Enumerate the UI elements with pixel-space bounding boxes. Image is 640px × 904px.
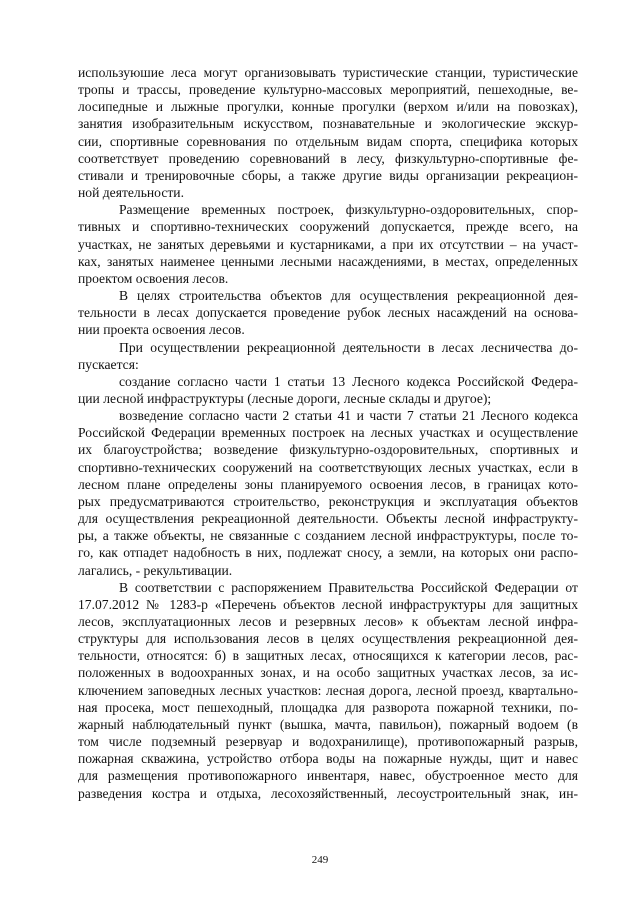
text-line: занятия изобразительным искусством, познавательные и экологические экскур- bbox=[78, 116, 578, 132]
text-line: пускается: bbox=[78, 356, 139, 372]
page-number: 249 bbox=[311, 854, 329, 866]
text-line: ции лесной инфраструктуры (лесные дороги, лесные склады и другое); bbox=[78, 390, 492, 406]
text-line: ключением заповедных лесных участков: лесная дорога, лесной проезд, квартально- bbox=[78, 682, 578, 698]
text-line: тельности, относятся: б) в защитных лесах, относящихся к категории лесов, рас- bbox=[78, 648, 578, 664]
text-line: лосипедные и лыжные прогулки, конные прогулки (верхом и/или на повозках), bbox=[78, 99, 578, 115]
text-line: структуры для использования лесов в целях осуществления рекреационной дея- bbox=[78, 631, 578, 647]
text-line: используюшие леса могут организовывать туристические станции, туристические bbox=[78, 65, 578, 80]
text-line: нии проекта освоения лесов. bbox=[78, 322, 245, 338]
text-line: пожарная скважина, устройство отбора воды на пожарные нужды, щит и навес bbox=[78, 751, 578, 767]
text-line: лесном плане определены зоны планируемого освоения лесов, в границах кото- bbox=[78, 476, 578, 492]
text-line: рых предусматриваются строительство, реконструкция и эксплуатация объектов bbox=[78, 493, 578, 509]
text-line: участках, не занятых деревьями и кустарниками, а при их отсутствии – на участ- bbox=[78, 236, 578, 252]
text-line: их благоустройства; возведение физкультурно-оздоровительных, спортивных и bbox=[78, 442, 578, 458]
text-line: ках, занятых наименее ценными лесными насаждениями, в местах, определенных bbox=[78, 253, 578, 269]
text-line: том числе подземный резервуар и водохранилище), противопожарный разрыв, bbox=[78, 734, 578, 750]
body-text bbox=[78, 64, 578, 802]
text-line: проектом освоения лесов. bbox=[78, 270, 229, 286]
text-line: тельности в лесах допускается проведение рубок лесных насаждений на основа- bbox=[78, 305, 578, 321]
text-line: создание согласно части 1 статьи 13 Лесного кодекса Российской Федера- bbox=[119, 373, 578, 389]
text-line: сии, спортивные соревнования по отдельным видам спорта, специфика которых bbox=[78, 133, 578, 149]
text-line: возведение согласно части 2 статьи 41 и части 7 статьи 21 Лесного кодекса bbox=[119, 408, 578, 424]
text-line: жарный наблюдательный пункт (вышка, мачта, павильон), пожарный водоем (в bbox=[78, 716, 578, 732]
text-line: лагались, - рекультивации. bbox=[78, 562, 233, 578]
text-line: ры, а также объекты, не связанные с созданием лесной инфраструктуры, после то- bbox=[78, 528, 578, 544]
text-line: Размещение временных построек, физкультурно-оздоровительных, спор- bbox=[119, 202, 578, 218]
text-line: В целях строительства объектов для осуществления рекреационной дея- bbox=[119, 288, 578, 304]
text-line: положенных в водоохранных зонах, и на особо защитных участках лесов, за ис- bbox=[78, 665, 578, 681]
text-line: лесов, эксплуатационных лесов и резервных лесов» к объектам лесной инфра- bbox=[78, 614, 578, 629]
text-line: разведения костра и отдыха, лесохозяйственный, лесоустроительный знак, ин- bbox=[78, 785, 578, 801]
text-line: 17.07.2012 № 1283-р «Перечень объектов лесной инфраструктуры для защитных bbox=[78, 596, 578, 612]
text-line: для осуществления рекреационной деятельности. Объекты лесной инфраструкту- bbox=[78, 511, 578, 527]
text-line: ной деятельности. bbox=[78, 185, 184, 201]
text-line: тивных и спортивно-технических сооружений допускается, прежде всего, на bbox=[78, 219, 578, 235]
text-line: соответствует проведению соревнований в лесу, физкультурно-спортивные фе- bbox=[78, 150, 578, 166]
text-line: Российской Федерации временных построек на лесных участках и осуществление bbox=[78, 425, 578, 441]
text-line: В соответствии с распоряжением Правительства Российской Федерации от bbox=[119, 579, 578, 595]
text-line: для размещения противопожарного инвентаря, навес, обустроенное место для bbox=[78, 768, 578, 784]
text-line: ная просека, мост пешеходный, площадка для разворота пожарной техники, по- bbox=[78, 699, 578, 715]
text-line: тропы и трассы, проведение культурно-массовых мероприятий, пешеходные, ве- bbox=[78, 82, 578, 98]
text-line: стивали и тренировочные сборы, а также другие виды организации рекреацион- bbox=[78, 167, 578, 183]
text-line: При осуществлении рекреационной деятельности в лесах лесничества до- bbox=[119, 339, 578, 355]
text-line: спортивно-технических сооружений на соответствующих лесных участках, если в bbox=[78, 459, 578, 475]
text-line: го, как отпадет надобность в них, подлежат сносу, а земли, на которых они распо- bbox=[78, 545, 578, 561]
